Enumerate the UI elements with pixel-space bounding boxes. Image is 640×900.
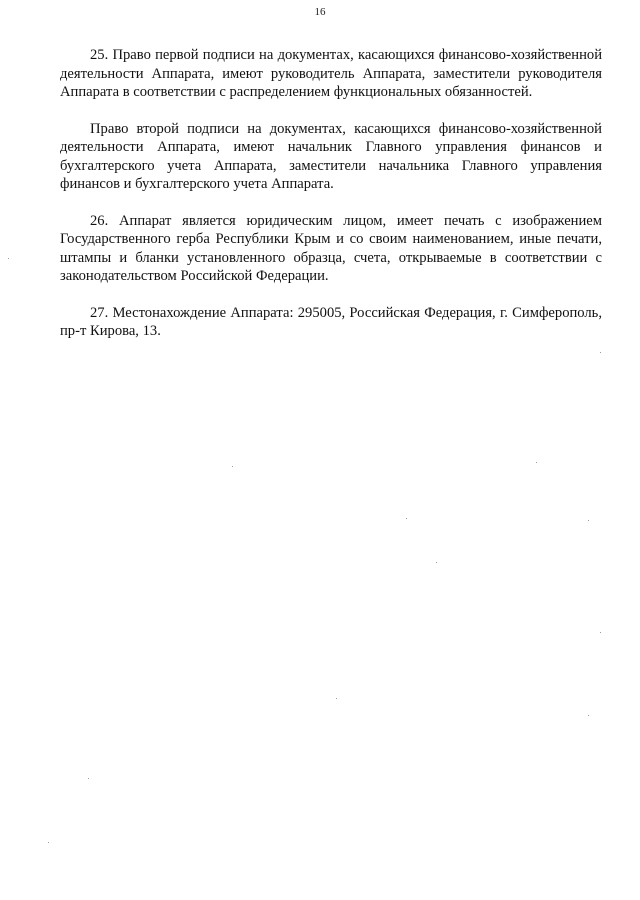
scan-speck — [588, 715, 589, 716]
scan-speck — [406, 518, 407, 519]
page-number: 16 — [314, 6, 326, 18]
scan-speck — [88, 778, 89, 779]
scan-speck — [600, 352, 601, 353]
paragraph-27: 27. Местонахождение Аппарата: 295005, Российская Федерация, г. Симферополь, пр-т Кирова, 13. — [60, 304, 602, 339]
scan-speck — [436, 562, 437, 563]
document-body — [60, 46, 602, 359]
scan-speck — [536, 462, 537, 463]
scan-speck — [232, 466, 233, 467]
paragraph-25: 25. Право первой подписи на документах, касающихся финансово-хозяйственной деятельности Аппарата, имеют руководитель Аппарата, заместители руководителя Аппарата в соответствии с распределением функциональных обязанностей. — [60, 47, 602, 100]
scan-speck — [588, 520, 589, 521]
paragraph-second-signature: Право второй подписи на документах, касающихся финансово-хозяйственной деятельности Аппарата, имеют начальник Главного управления финансов и бухгалтерского учета Аппарата, заместители начальника Главного управления финансов и бухгалтерского учета Аппарата. — [60, 120, 602, 192]
scan-speck — [336, 698, 337, 699]
scan-speck — [48, 842, 49, 843]
paragraph-26: 26. Аппарат является юридическим лицом, имеет печать с изображением Государственного герба Республики Крым и со своим наименованием, иные печати, штампы и бланки установленного образца, счета, открываемые в соответствии с законодательством Российской Федерации. — [60, 212, 602, 284]
scan-speck — [600, 632, 601, 633]
scan-speck — [8, 258, 9, 259]
